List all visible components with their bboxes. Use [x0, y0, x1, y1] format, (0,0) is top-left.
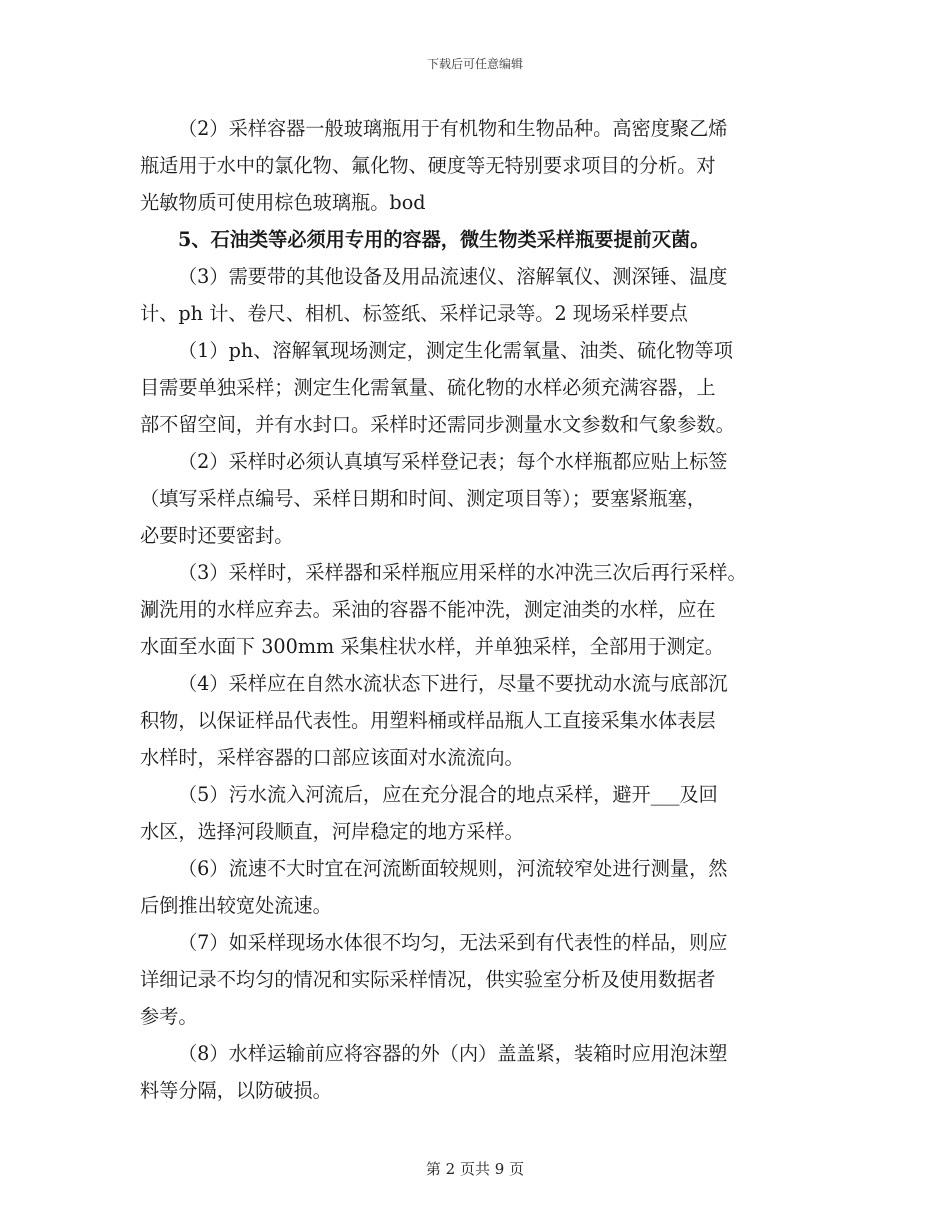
bold-paragraph [140, 221, 820, 258]
paragraph [140, 924, 820, 1035]
paragraph [140, 554, 820, 665]
paragraph-line: 水面至水面下 300mm 采集柱状水样，并单独采样，全部用于测定。 [140, 635, 725, 658]
paragraph [140, 110, 820, 221]
paragraph-line: （8）水样运输前应将容器的外（内）盖盖紧，装箱时应用泡沫塑 [178, 1042, 728, 1065]
paragraph-line: 详细记录不均匀的情况和实际采样情况，供实验室分析及使用数据者 [140, 968, 716, 991]
paragraph-line: 后倒推出较宽处流速。 [140, 894, 332, 917]
paragraph-line: （2）采样容器一般玻璃瓶用于有机物和生物品种。高密度聚乙烯 [178, 117, 728, 140]
paragraph-line: 水区，选择河段顺直，河岸稳定的地方采样。 [140, 820, 524, 843]
page-header: 下载后可任意编辑 [426, 57, 523, 71]
paragraph [140, 776, 820, 850]
paragraph-line: 部不留空间，并有水封口。采样时还需同步测量水文参数和气象参数。 [140, 413, 735, 436]
paragraph-line: 必要时还要密封。 [140, 524, 294, 547]
paragraph-line: 料等分隔，以防破损。 [140, 1079, 332, 1102]
paragraph [140, 665, 820, 776]
paragraph-line: 计、ph 计、卷尺、相机、标签纸、采样记录等。2 现场采样要点 [140, 302, 688, 325]
paragraph-line: （6）流速不大时宜在河流断面较规则，河流较窄处进行测量，然 [178, 857, 728, 880]
paragraph [140, 1035, 820, 1109]
paragraph [140, 258, 820, 332]
paragraph-line: （填写采样点编号、采样日期和时间、测定项目等）；要塞紧瓶塞， [140, 487, 707, 510]
paragraph [140, 332, 820, 443]
paragraph-line: （3）需要带的其他设备及用品流速仪、溶解氧仪、测深锤、温度 [178, 265, 728, 288]
paragraph-line: （7）如采样现场水体很不均匀，无法采到有代表性的样品，则应 [178, 931, 728, 954]
paragraph-line: 积物，以保证样品代表性。用塑料桶或样品瓶人工直接采集水体表层 [140, 709, 716, 732]
paragraph-line: （2）采样时必须认真填写采样登记表；每个水样瓶都应贴上标签 [178, 450, 728, 473]
document-body [140, 110, 820, 1109]
paragraph-line: 涮洗用的水样应弃去。采油的容器不能冲洗，测定油类的水样，应在 [140, 598, 716, 621]
paragraph-line: 目需要单独采样；测定生化需氧量、硫化物的水样必须充满容器，上 [140, 376, 716, 399]
paragraph [140, 443, 820, 554]
paragraph-line: 光敏物质可使用棕色玻璃瓶。bod [140, 191, 426, 214]
page-footer: 第 2 页共 9 页 [425, 1160, 525, 1178]
paragraph-line: （5）污水流入河流后，应在充分混合的地点采样，避开___及回 [178, 783, 718, 806]
paragraph [140, 850, 820, 924]
paragraph-line: 参考。 [140, 1005, 198, 1028]
paragraph-line: （1）ph、溶解氧现场测定，测定生化需氧量、油类、硫化物等项 [178, 339, 733, 362]
paragraph-line: （4）采样应在自然水流状态下进行，尽量不要扰动水流与底部沉 [178, 672, 728, 695]
paragraph-line: （3）采样时，采样器和采样瓶应用采样的水冲洗三次后再行采样。 [178, 561, 747, 584]
paragraph-line: 水样时，采样容器的口部应该面对水流流向。 [140, 746, 524, 769]
paragraph-line: 5、石油类等必须用专用的容器，微生物类采样瓶要提前灭菌。 [178, 228, 710, 251]
paragraph-line: 瓶适用于水中的氯化物、氟化物、硬度等无特别要求项目的分析。对 [140, 154, 716, 177]
